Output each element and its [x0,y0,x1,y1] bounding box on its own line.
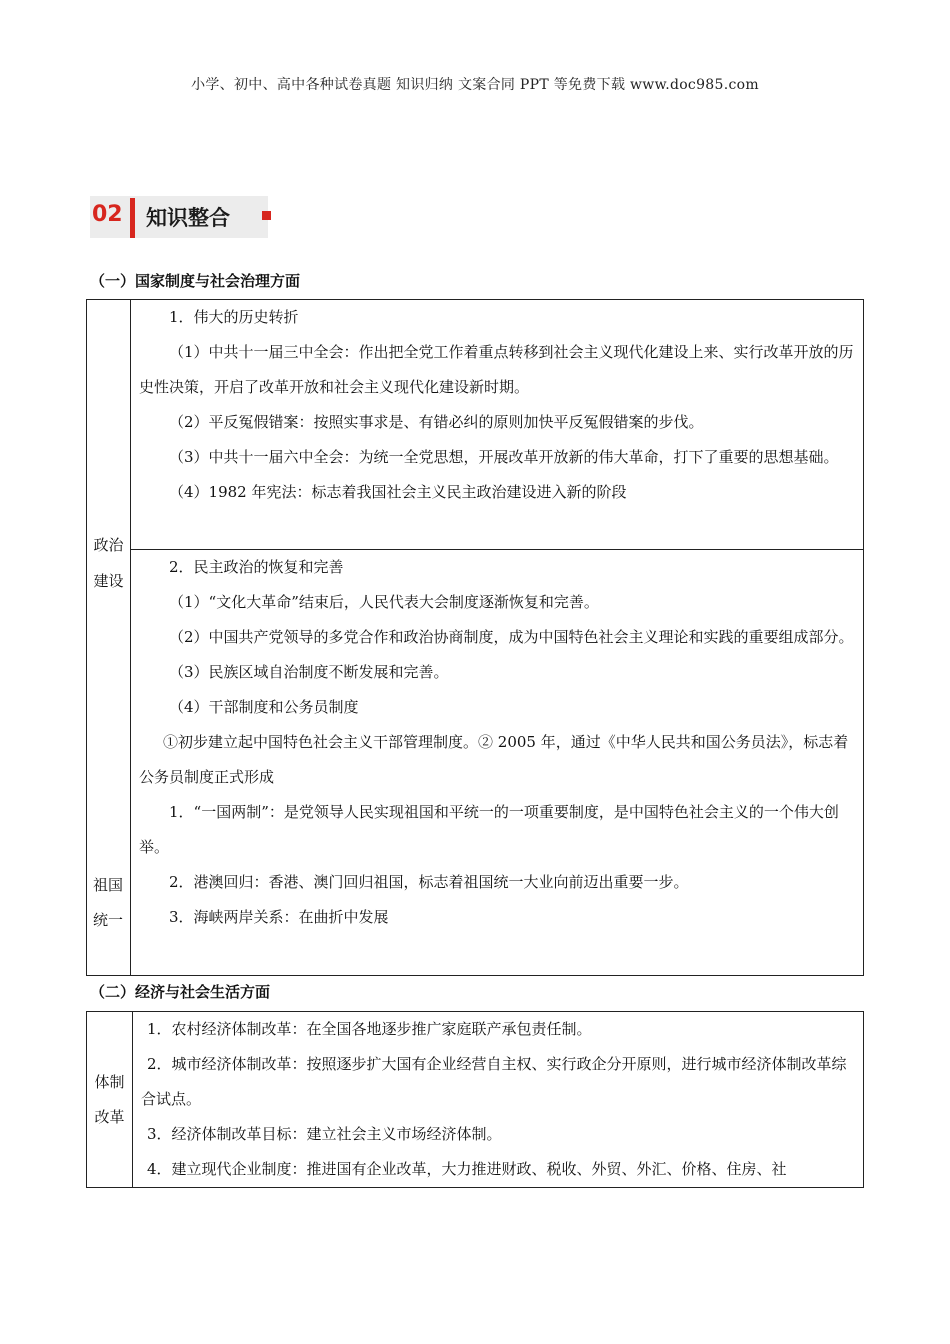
politics-part2-item: （1）“文化大革命”结束后，人民代表大会制度逐渐恢复和完善。 [169,593,599,611]
section2-heading: （二）经济与社会生活方面 [90,983,271,1001]
politics-part2-item: （2）中国共产党领导的多党合作和政治协商制度，成为中国特色社会主义理论和实践的重要组成部分。 [169,628,854,646]
unification-item: 2．港澳回归：香港、澳门回归祖国，标志着祖国统一大业向前迈出重要一步。 [169,873,689,891]
politics-part2-item: （4）干部制度和公务员制度 [169,698,359,716]
politics-part2-detail: ①初步建立起中国特色社会主义干部管理制度。② 2005 年，通过《中华人民共和国公务员法》，标志着公务员制度正式形成 [139,733,849,786]
unification-category [86,868,130,938]
politics-part2-item: （3）民族区域自治制度不断发展和完善。 [169,663,449,681]
politics-part2-cell [131,550,864,976]
square-icon [262,211,271,220]
badge-divider [130,198,135,238]
unification-item: 1．“一国两制”：是党领导人民实现祖国和平统一的一项重要制度，是中国特色社会主义的一个伟大创举。 [139,803,839,856]
reform-category-cell [87,1012,133,1188]
section1-heading: （一）国家制度与社会治理方面 [90,272,301,290]
unification-category-label-2: 统一 [92,911,123,929]
politics-part2-title: 2．民主政治的恢复和完善 [169,558,344,576]
unification-item: 3．海峡两岸关系：在曲折中发展 [169,908,389,926]
politics-category-label-1: 政治 [93,536,124,554]
page-header: 小学、初中、高中各种试卷真题 知识归纳 文案合同 PPT 等免费下载 www.doc985.com [191,77,759,93]
reform-category-label-1: 体制 [94,1072,125,1091]
badge-title: 知识整合 [146,206,230,230]
politics-category-label-2: 建设 [93,572,124,590]
reform-table [86,1011,864,1188]
politics-part1-item: （2）平反冤假错案：按照实事求是、有错必纠的原则加快平反冤假错案的步伐。 [169,413,704,431]
reform-item: 1．农村经济体制改革：在全国各地逐步推广家庭联产承包责任制。 [147,1020,592,1038]
politics-part1-item: （1）中共十一届三中全会：作出把全党工作着重点转移到社会主义现代化建设上来、实行改革开放的历史性决策，开启了改革开放和社会主义现代化建设新时期。 [139,343,854,396]
badge-number: 02 [92,202,123,227]
table-row [87,550,864,976]
politics-part1-title: 1．伟大的历史转折 [169,308,299,326]
politics-part1-cell [131,300,864,550]
reform-item: 3．经济体制改革目标：建立社会主义市场经济体制。 [147,1125,502,1143]
table-row [87,1012,864,1188]
reform-item: 4．建立现代企业制度：推进国有企业改革，大力推进财政、税收、外贸、外汇、价格、住房、社 [147,1160,787,1178]
politics-part1-item: （3）中共十一届六中全会：为统一全党思想，开展改革开放新的伟大革命，打下了重要的思想基础。 [169,448,839,466]
politics-part1-item: （4）1982 年宪法：标志着我国社会主义民主政治建设进入新的阶段 [169,483,627,501]
table-row [87,300,864,550]
reform-item: 2．城市经济体制改革：按照逐步扩大国有企业经营自主权、实行政企分开原则，进行城市经济体制改革综合试点。 [141,1055,847,1108]
section-badge [90,196,268,238]
politics-table [86,299,864,976]
unification-category-label-1: 祖国 [92,876,123,894]
reform-cell [133,1012,864,1188]
reform-category-label-2: 改革 [94,1107,125,1126]
